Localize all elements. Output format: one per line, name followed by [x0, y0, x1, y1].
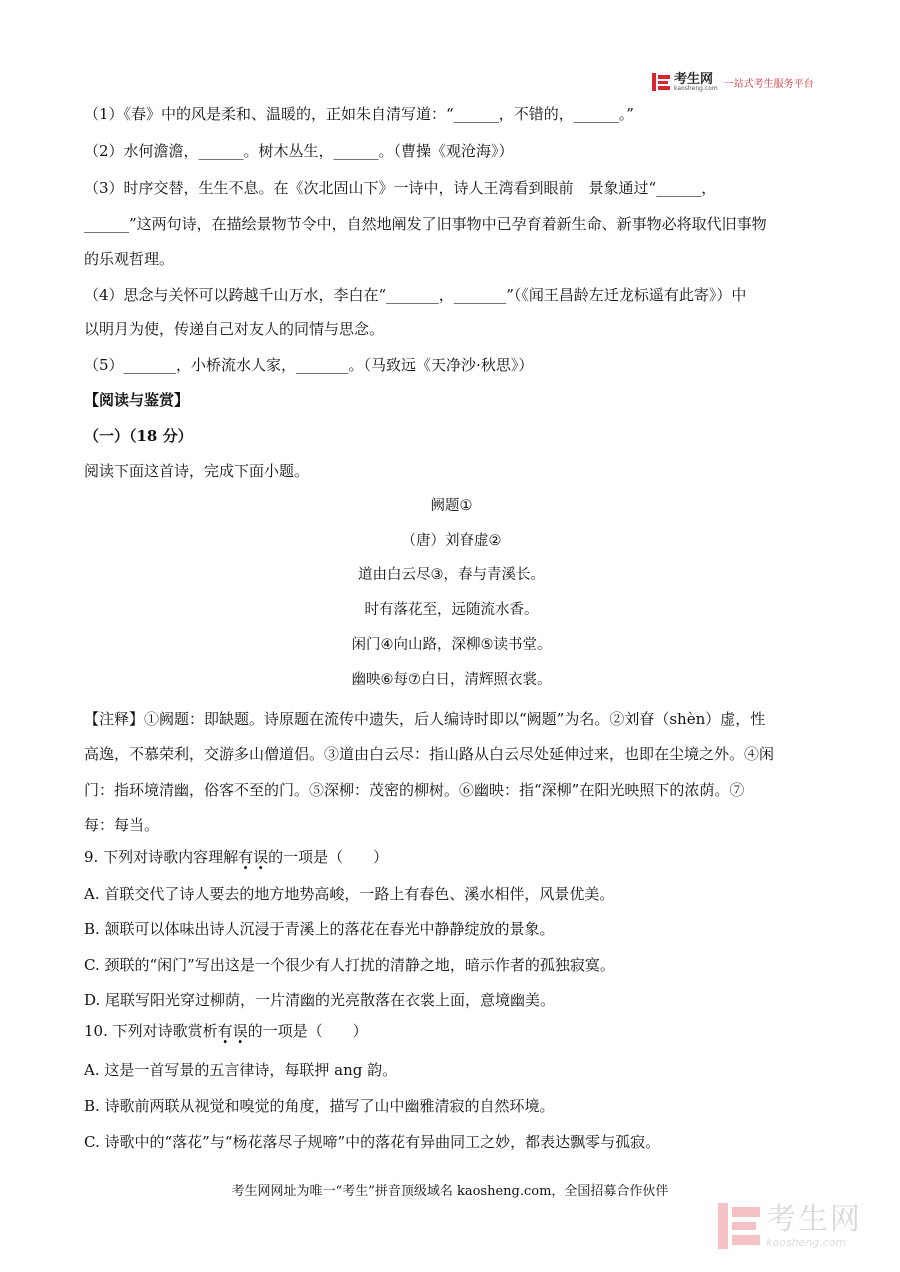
section-title: 【阅读与鉴赏】 [84, 391, 190, 409]
question-9-prefix: 9. 下列对诗歌内容理解 [84, 848, 239, 866]
question-10-stem [84, 1021, 368, 1041]
watermark-domain: kaosheng.com [766, 1235, 847, 1249]
question-10-option-b: B. 诗歌前两联从视觉和嗅觉的角度，描写了山中幽雅清寂的自然环境。 [84, 1097, 555, 1115]
question-10-option-a: A. 这是一首写景的五言律诗，每联押 ang 韵。 [84, 1061, 398, 1079]
emphasis-char: 误 [253, 848, 269, 866]
notes-line-1: 【注释】①阙题：即缺题。诗原题在流传中遗失，后人编诗时即以“阙题”为名。②刘眘（shèn）虚，性 [84, 710, 766, 728]
header-logo [652, 70, 822, 94]
notes-line-4: 每：每当。 [84, 816, 160, 834]
logo-domain: kaosheng.com [674, 84, 718, 92]
notes-line-2: 高逸，不慕荣利，交游多山僧道侣。③道由白云尽：指山路从白云尽处延伸过来，也即在尘境之外。④闲 [84, 745, 775, 763]
emphasis-char: 有 [217, 1022, 233, 1040]
emphasis-char: 有 [238, 848, 254, 866]
question-3-line-2: ______”这两句诗，在描绘景物节令中，自然地阐发了旧事物中已孕育着新生命、新事物必将取代旧事物 [84, 215, 767, 233]
question-5: （5）_______，小桥流水人家，_______。（马致远《天净沙·秋思》） [84, 356, 534, 374]
logo-slogan: 一站式考生服务平台 [723, 78, 814, 90]
question-3-line-3: 的乐观哲理。 [84, 250, 175, 268]
kaosheng-watermark-icon [718, 1203, 760, 1249]
reading-instruction: 阅读下面这首诗，完成下面小题。 [84, 462, 310, 480]
question-3-line-1: （3）时序交替，生生不息。在《次北固山下》一诗中，诗人王湾看到眼前 景象通过“______， [84, 179, 717, 197]
part-title: （一）（18 分） [84, 427, 193, 445]
question-4-line-2: 以明月为使，传递自己对友人的同情与思念。 [84, 320, 385, 338]
question-9-suffix: 的一项是（ ） [268, 848, 389, 866]
question-9-option-c: C. 颈联的“闲门”写出这是一个很少有人打扰的清静之地，暗示作者的孤独寂寞。 [84, 956, 615, 974]
poem-author: （唐）刘眘虚② [401, 533, 502, 549]
poem-line-2: 时有落花至，远随流水香。 [364, 602, 539, 618]
emphasis-char: 误 [232, 1022, 248, 1040]
poem-title: 阙题① [430, 498, 473, 514]
notes-line-3: 门：指环境清幽，俗客不至的门。⑤深柳：茂密的柳树。⑥幽映：指“深柳”在阳光映照下的浓荫。⑦ [84, 781, 745, 799]
page-footer: 考生网网址为唯一“考生”拼音顶级域名 kaosheng.com，全国招募合作伙伴 [231, 1184, 669, 1199]
question-2: （2）水何澹澹，______。树木丛生，______。（曹操《观沧海》） [84, 142, 514, 160]
poem-line-4: 幽映⑥每⑦白日，清辉照衣裳。 [351, 672, 552, 688]
kaosheng-logo-icon [652, 73, 670, 91]
question-9-option-a: A. 首联交代了诗人要去的地方地势高峻，一路上有春色、溪水相伴，风景优美。 [84, 885, 615, 903]
poem-line-3: 闲门④向山路，深柳⑤读书堂。 [351, 637, 552, 653]
question-9-option-b: B. 颔联可以体味出诗人沉浸于青溪上的落花在春光中静静绽放的景象。 [84, 920, 555, 938]
question-10-prefix: 10. 下列对诗歌赏析 [84, 1022, 218, 1040]
watermark [718, 1198, 888, 1254]
question-4-line-1: （4）思念与关怀可以跨越千山万水，李白在“_______，_______”（《闻王昌龄左迁龙标遥有此寄》）中 [84, 286, 747, 304]
question-9-stem [84, 847, 388, 867]
question-9-option-d: D. 尾联写阳光穿过柳荫，一片清幽的光亮散落在衣裳上面，意境幽美。 [84, 991, 556, 1009]
question-1: （1）《春》中的风是柔和、温暖的，正如朱自清写道：“______，不错的，______。” [84, 105, 634, 123]
poem-line-1: 道由白云尽③，春与青溪长。 [358, 567, 545, 583]
question-10-suffix: 的一项是（ ） [247, 1022, 368, 1040]
logo-brand-name: 考生网 [674, 71, 714, 87]
watermark-brand: 考生网 [766, 1201, 862, 1237]
question-10-option-c: C. 诗歌中的“落花”与“杨花落尽子规啼”中的落花有异曲同工之妙，都表达飘零与孤寂。 [84, 1133, 661, 1151]
